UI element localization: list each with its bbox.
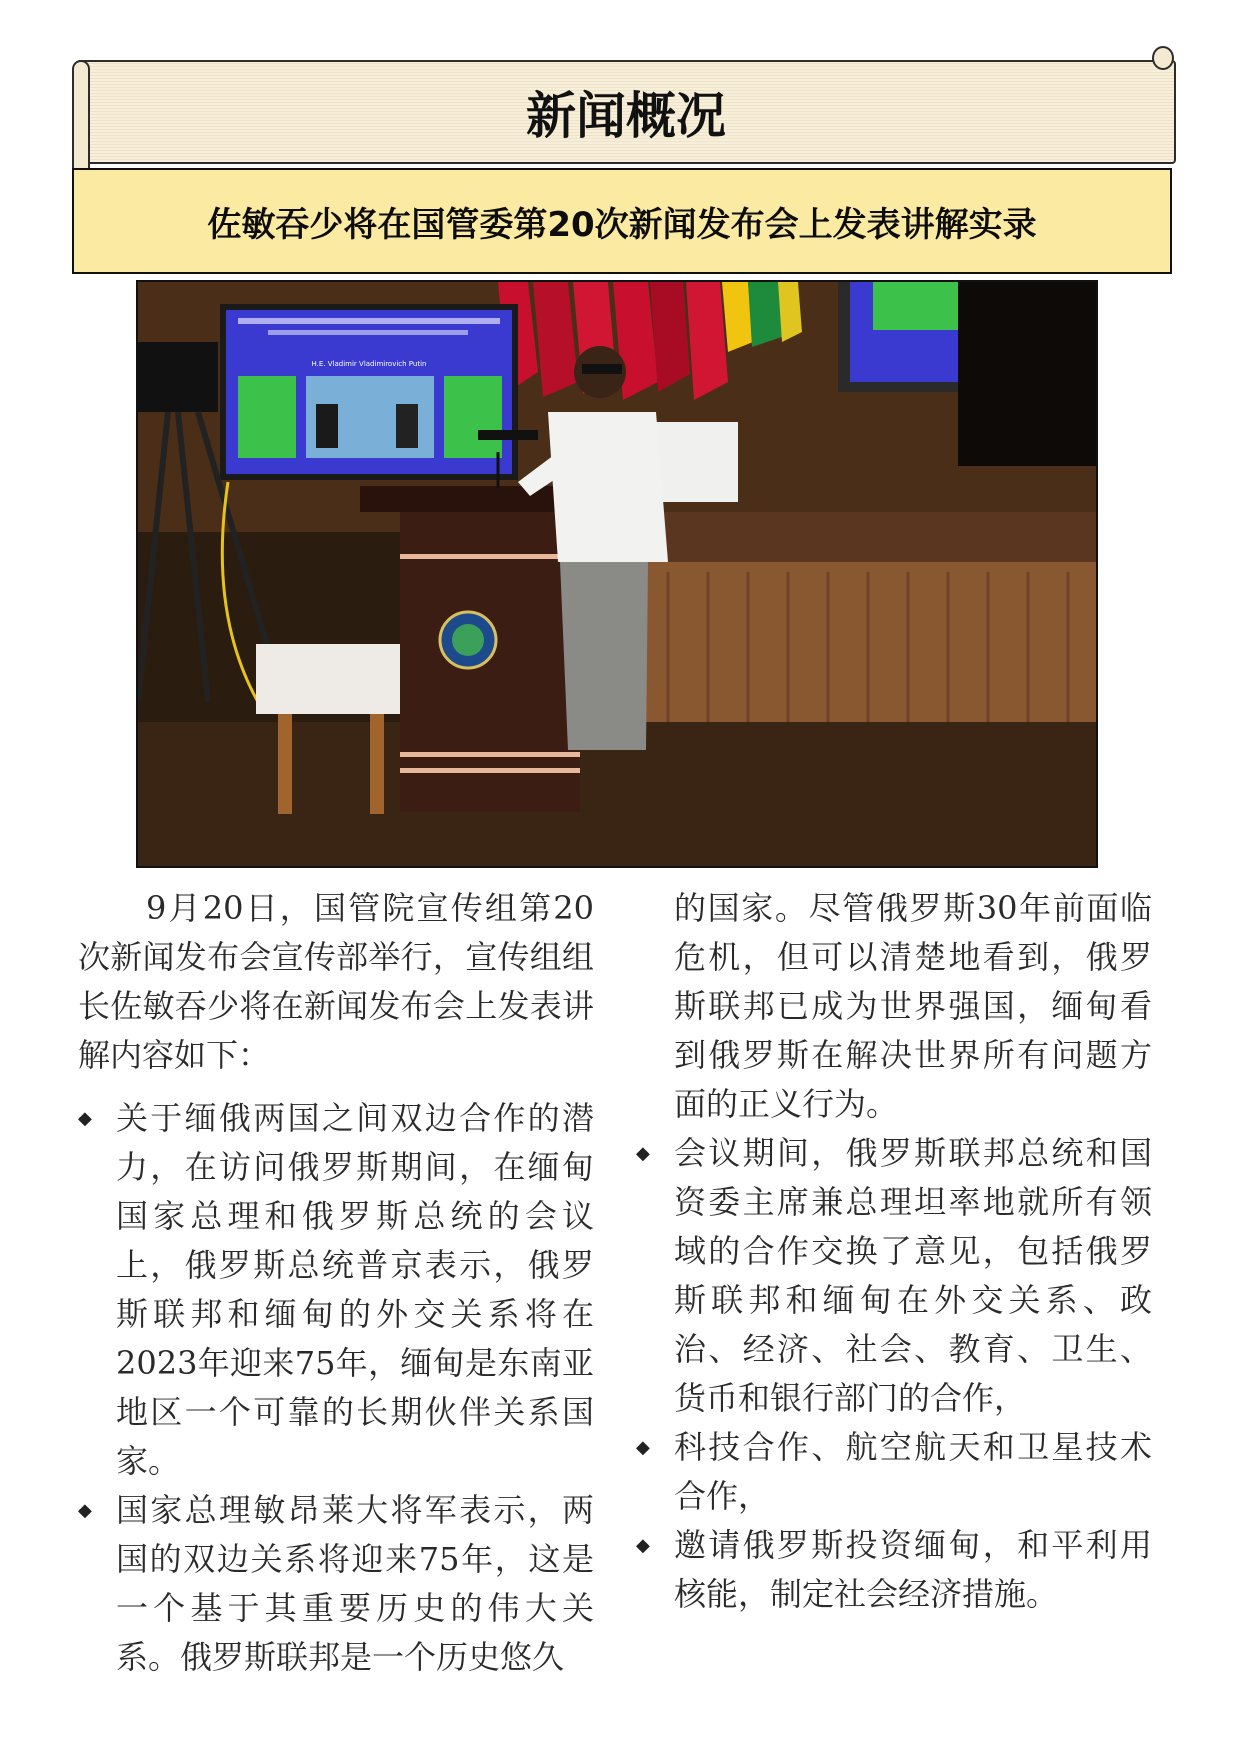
list-item — [78, 1486, 594, 1682]
bullet-text: 邀请俄罗斯投资缅甸，和平利用核能，制定社会经济措施。 — [674, 1526, 1152, 1613]
diamond-bullet-icon: ◆ — [636, 1535, 650, 1556]
tv-caption: H.E. Vladimir Vladimirovich Putin — [311, 360, 427, 368]
diamond-bullet-icon: ◆ — [78, 1500, 92, 1521]
list-item-continuation — [636, 884, 1152, 1129]
speaker-longyi — [560, 562, 648, 750]
article-photo — [136, 280, 1098, 868]
banner-title: 新闻概况 — [526, 87, 726, 145]
bullet-text: 国家总理敏昂莱大将军表示，两国的双边关系将迎来75年，这是一个基于其重要历史的伟大关系。俄罗斯联邦是一个历史悠久 — [116, 1491, 594, 1676]
speaker-shirt — [548, 412, 668, 562]
diamond-bullet-icon: ◆ — [636, 1143, 650, 1164]
bullet-text: 关于缅俄两国之间双边合作的潜力，在访问俄罗斯期间，在缅甸国家总理和俄罗斯总统的会议上，俄罗斯总统普京表示，俄罗斯联邦和缅甸的外交关系将在2023年迎来75年，缅甸是东南亚地区一个可靠的长期伙伴关系国家。 — [116, 1099, 594, 1480]
tv-panel-right — [444, 376, 502, 458]
diamond-bullet-icon: ◆ — [636, 1437, 650, 1458]
left-column — [78, 884, 594, 1682]
intro-paragraph: 9月20日，国管院宣传组第20次新闻发布会宣传部举行，宣传组组长佐敏吞少将在新闻发布会上发表讲解内容如下： — [78, 889, 594, 1074]
stage-top — [638, 512, 1096, 562]
press-conference-photo — [138, 282, 1096, 866]
list-item — [78, 1094, 594, 1486]
bullet-text: 科技合作、航空航天和卫星技术合作， — [674, 1428, 1152, 1515]
diamond-bullet-icon: ◆ — [78, 1108, 92, 1129]
article-headline: 佐敏吞少将在国管委第20次新闻发布会上发表讲解实录 — [72, 168, 1172, 274]
list-item — [636, 1129, 1152, 1423]
right-column — [636, 884, 1152, 1619]
list-item — [636, 1423, 1152, 1521]
continuation-text: 的国家。尽管俄罗斯30年前面临危机，但可以清楚地看到，俄罗斯联邦已成为世界强国，缅甸看到俄罗斯在解决世界所有问题方面的正义行为。 — [674, 889, 1152, 1123]
list-item — [636, 1521, 1152, 1619]
tv-panel-left — [238, 376, 296, 458]
camera — [138, 342, 218, 412]
bullet-text: 会议期间，俄罗斯联邦总统和国资委主席兼总理坦率地就所有领域的合作交换了意见，包括俄罗斯联邦和缅甸在外交关系、政治、经济、社会、教育、卫生、货币和银行部门的合作， — [674, 1134, 1152, 1417]
